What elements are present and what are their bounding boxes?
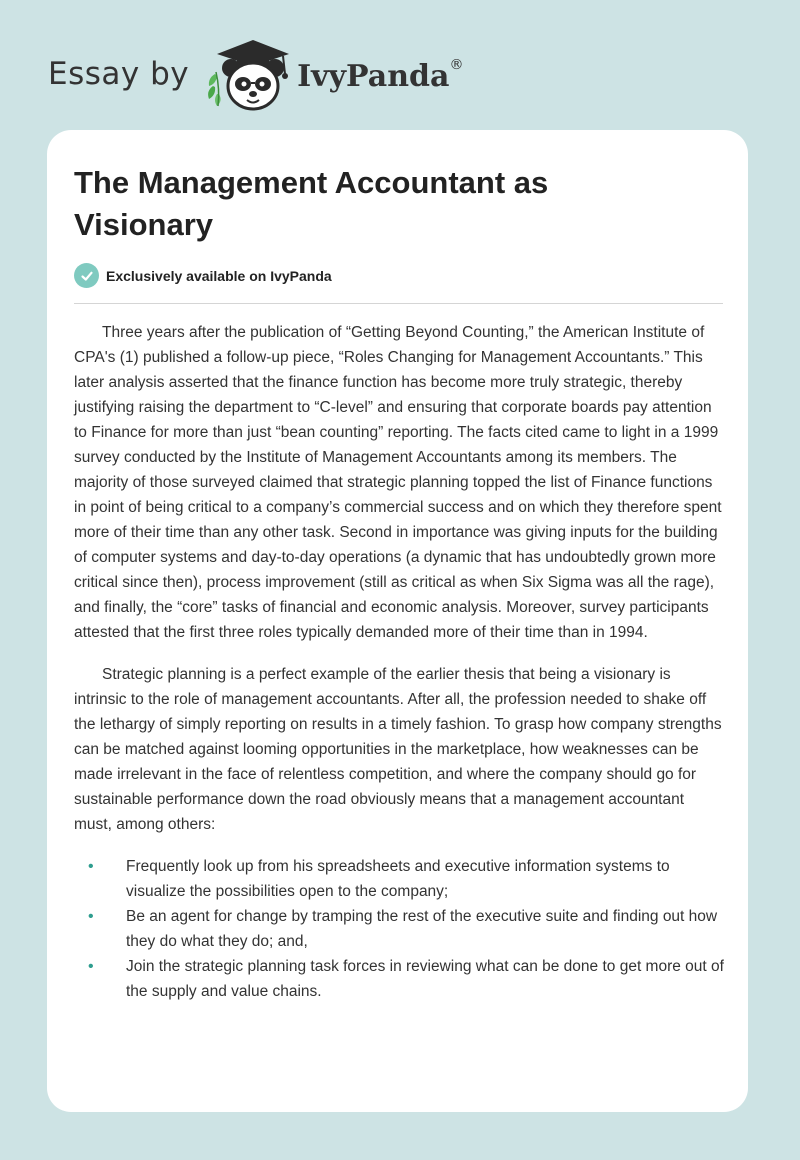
bullet-icon: • <box>88 858 94 875</box>
bullet-icon: • <box>88 908 94 925</box>
list-item-text: Frequently look up from his spreadsheets and executive information systems to visualize the possibilities open to the company; <box>126 858 670 900</box>
bullet-icon: • <box>88 958 94 975</box>
essay-body <box>74 320 726 1004</box>
list-item-text: Join the strategic planning task forces in reviewing what can be done to get more out of the supply and value chains. <box>126 958 724 1000</box>
logo-svg <box>203 34 303 114</box>
brand-name[interactable] <box>297 56 464 94</box>
check-mark-svg <box>80 269 94 283</box>
paragraph: Strategic planning is a perfect example of the earlier thesis that being a visionary is intrinsic to the role of management accountants. After all, the profession needed to shake off the lethargy of simply reporting on results in a timely fashion. To grasp how company strengths can be matched against looming opportunities in the marketplace, how weaknesses can be made irrelevant in the face of relentless competition, and where the company should go for sustainable performance down the road obviously means that a management accountant must, among others: <box>74 666 722 833</box>
list-item <box>74 854 726 904</box>
bullet-list <box>74 854 726 1004</box>
list-item-text: Be an agent for change by tramping the rest of the executive suite and finding out how they do what they do; and, <box>126 908 718 950</box>
exclusive-label: Exclusively available on IvyPanda <box>106 267 332 284</box>
page-title: The Management Accountant as Visionary <box>74 165 549 242</box>
ivy-leaf-icon <box>208 72 221 106</box>
divider <box>74 303 723 304</box>
essay-by-label: Essay by <box>48 56 190 92</box>
list-item <box>74 904 726 954</box>
list-item <box>74 954 726 1004</box>
check-circle-icon <box>74 263 99 288</box>
brand-name-text: IvyPanda <box>297 58 450 94</box>
paragraph: Three years after the publication of “Getting Beyond Counting,” the American Institute of CPA's (1) published a follow-up piece, “Roles Changing for Management Accountants.” This later analysis asserted that the finance function has become more truly strategic, thereby justifying raising the department to “C-level” and ensuring that corporate boards pay attention to Finance for more than just “bean counting” reporting. The facts cited came to light in a 1999 survey conducted by the Institute of Management Accountants among its members. The majority of those surveyed claimed that strategic planning topped the list of Finance functions in point of being critical to a company’s commercial success and on which they therefore spent more of their time than any other task. Second in importance was giving inputs for the building of computer systems and day-to-day operations (a dynamic that has undoubtedly grown more critical since then), process improvement (still as critical as when Six Sigma was all the rage), and finally, the “core” tasks of financial and economic analysis. Moreover, survey participants attested that the first three roles typically demanded more of their time than in 1994. <box>74 324 722 641</box>
exclusive-badge <box>74 263 332 288</box>
site-header <box>48 34 463 114</box>
registered-mark: ® <box>449 56 464 73</box>
essay-card <box>47 130 748 1112</box>
panda-graduate-icon[interactable] <box>203 34 303 114</box>
